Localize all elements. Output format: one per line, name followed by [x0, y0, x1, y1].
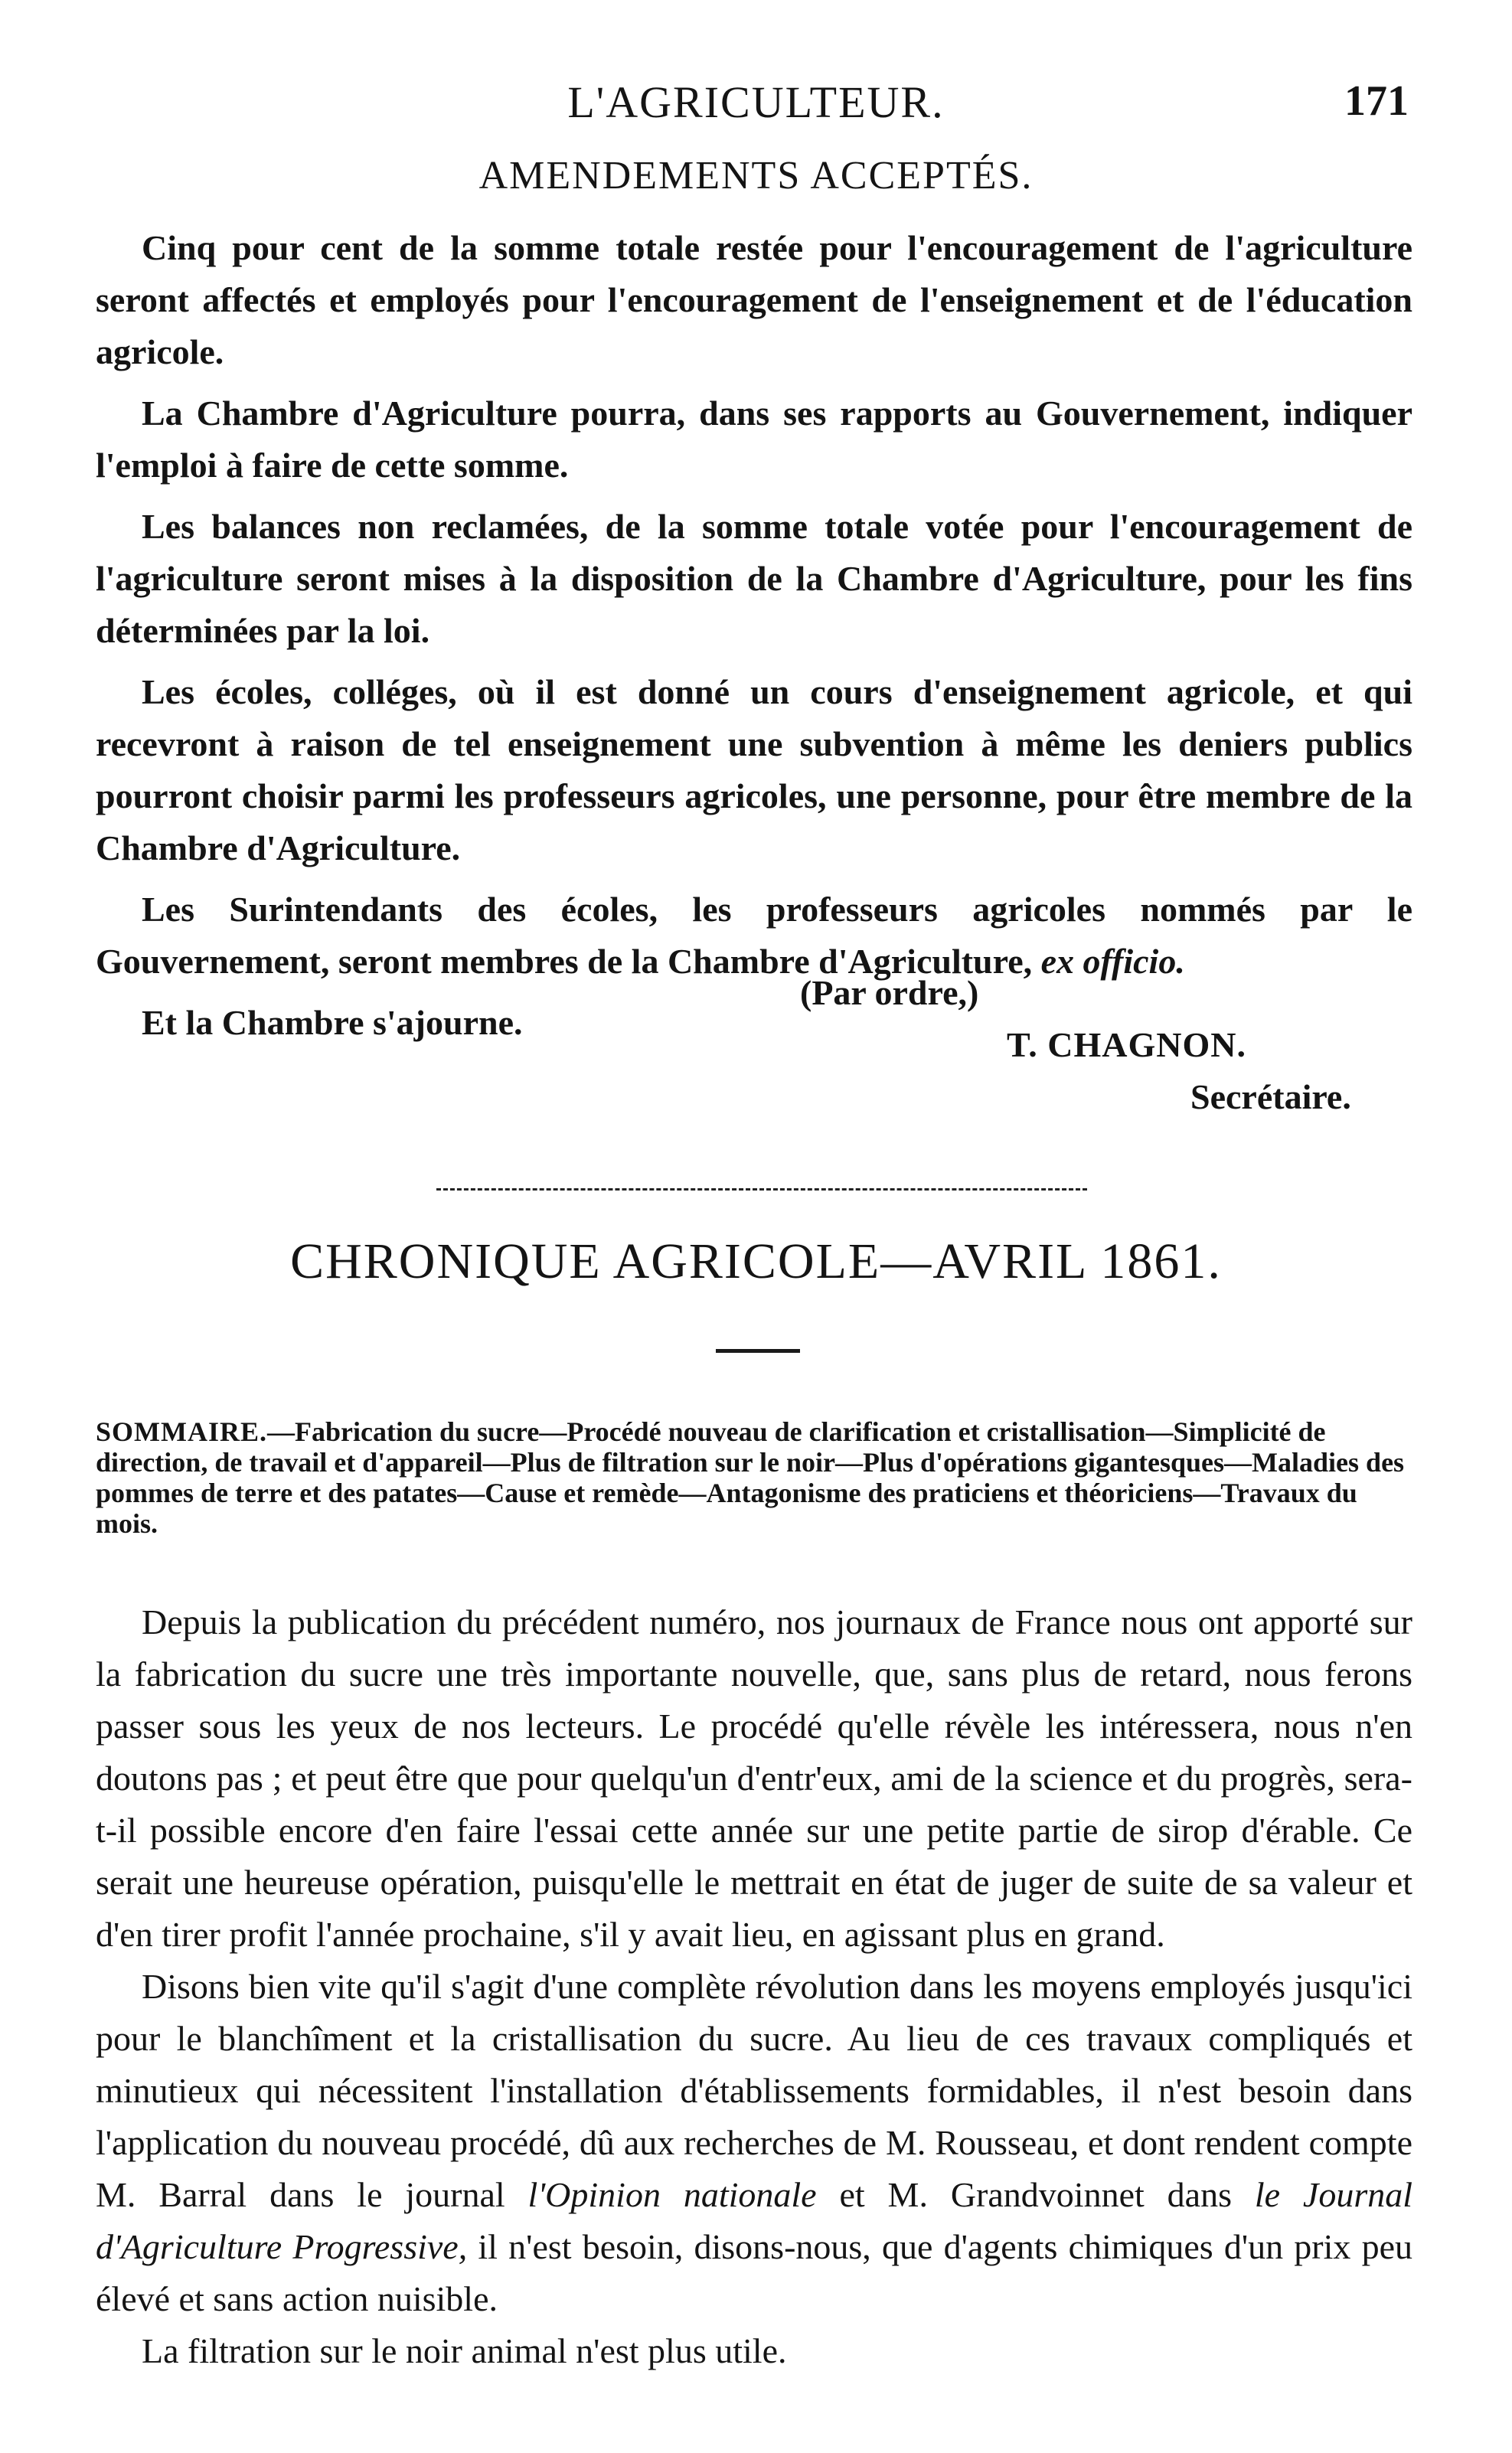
amendment-paragraph: Les balances non reclamées, de la somme totale votée pour l'encouragement de l'agriculture seront mises à la disposition de la Chambre d'Agriculture, pour les fins déterminées par la loi.	[96, 507, 1412, 650]
chronicle-title: CHRONIQUE AGRICOLE—AVRIL 1861.	[290, 1233, 1222, 1289]
summary-text: —Fabrication du sucre—Procédé nouveau de clarification et cristallisation—Simplicité de direction, de travail et d'appareil—Plus de filtration sur le noir—Plus d'opérations gigantesques—Maladies des pommes de terre et des patates—Cause et remède—Antagonisme des praticiens et théoriciens—Travaux du mois.	[96, 1416, 1405, 1539]
amendment-paragraph: La Chambre d'Agriculture pourra, dans ses rapports au Gouvernement, indiquer l'emploi à faire de cette somme.	[96, 394, 1412, 485]
title-rule	[716, 1349, 800, 1353]
amendment-last-italic: ex officio.	[1040, 942, 1185, 981]
running-title: L'AGRICULTEUR.	[567, 77, 945, 127]
signature-order: (Par ordre,)	[800, 973, 979, 1012]
amendment-paragraph: Les écoles, colléges, où il est donné un cours d'enseignement agricole, et qui recevront à raison de tel enseignement une subvention à même les deniers publics pourront choisir parmi les professeurs agricoles, une personne, pour être membre de la Chambre d'Agriculture.	[96, 672, 1412, 867]
amendment-paragraph: Cinq pour cent de la somme totale restée pour l'encouragement de l'agriculture seront affectés et employés pour l'encouragement de l'enseignement et de l'éducation agricole.	[96, 228, 1412, 371]
chronicle-p2-part-b: et M. Grandvoinnet dans	[839, 2175, 1232, 2214]
amendment-closing: Et la Chambre s'ajourne.	[142, 1003, 523, 1042]
page-number: 171	[1344, 77, 1409, 125]
signature-name: T. CHAGNON.	[1007, 1025, 1246, 1064]
running-header	[0, 77, 1512, 130]
section-divider	[436, 1188, 1087, 1191]
chronicle-p2-italic-2: le Journal d'Agriculture Progressive,	[96, 2175, 1413, 2266]
amendments-text	[96, 222, 1412, 1058]
chronicle-paragraph: Depuis la publication du précédent numéro, nos journaux de France nous ont apporté sur la fabrication du sucre une très importante nouvelle, que, sans plus de retard, nous ferons passer sous les yeux de nos lecteurs. Le procédé qu'elle révèle les intéressera, nous n'en doutons pas ; et peut être que pour quelqu'un d'entr'eux, ami de la science et du progrès, sera-t-il possible encore d'en faire l'essai cette année sur une petite partie de sirop d'érable. Ce serait une heureuse opération, puisqu'elle le mettrait en état de juger de suite de sa valeur et d'en tirer profit l'année prochaine, s'il y avait lieu, en agissant plus en grand.	[96, 1602, 1412, 1954]
summary-block	[96, 1416, 1412, 1539]
amendments-heading: AMENDEMENTS ACCEPTÉS.	[478, 154, 1034, 198]
chronicle-paragraph: La filtration sur le noir animal n'est plus utile.	[142, 2331, 787, 2370]
chronicle-body	[96, 1596, 1412, 2377]
signature-block	[0, 972, 1512, 1133]
chronicle-p2-italic-1: l'Opinion nationale	[527, 2175, 817, 2214]
summary-label: SOMMAIRE.	[96, 1416, 267, 1447]
chronicle-p2-part-a: Disons bien vite qu'il s'agit d'une complète révolution dans les moyens employés jusqu'ici pour le blanchîment et la cristallisation du sucre. Au lieu de ces travaux compliqués et minutieux qui nécessitent l'installation d'établissements formidables, il n'est besoin dans l'application du nouveau procédé, dû aux recherches de M. Rousseau, et dont rendent compte M. Barral dans le journal	[96, 1967, 1412, 2214]
chronicle-paragraph	[96, 1961, 1412, 2325]
chronicle-p2-part-c: il n'est besoin, disons-nous, que d'agents chimiques d'un prix peu élevé et sans action nuisible.	[96, 2227, 1413, 2318]
amendment-last-text: Les Surintendants des écoles, les professeurs agricoles nommés par le Gouvernement, seront membres de la Chambre d'Agriculture,	[96, 890, 1412, 981]
signature-role: Secrétaire.	[1190, 1077, 1351, 1116]
